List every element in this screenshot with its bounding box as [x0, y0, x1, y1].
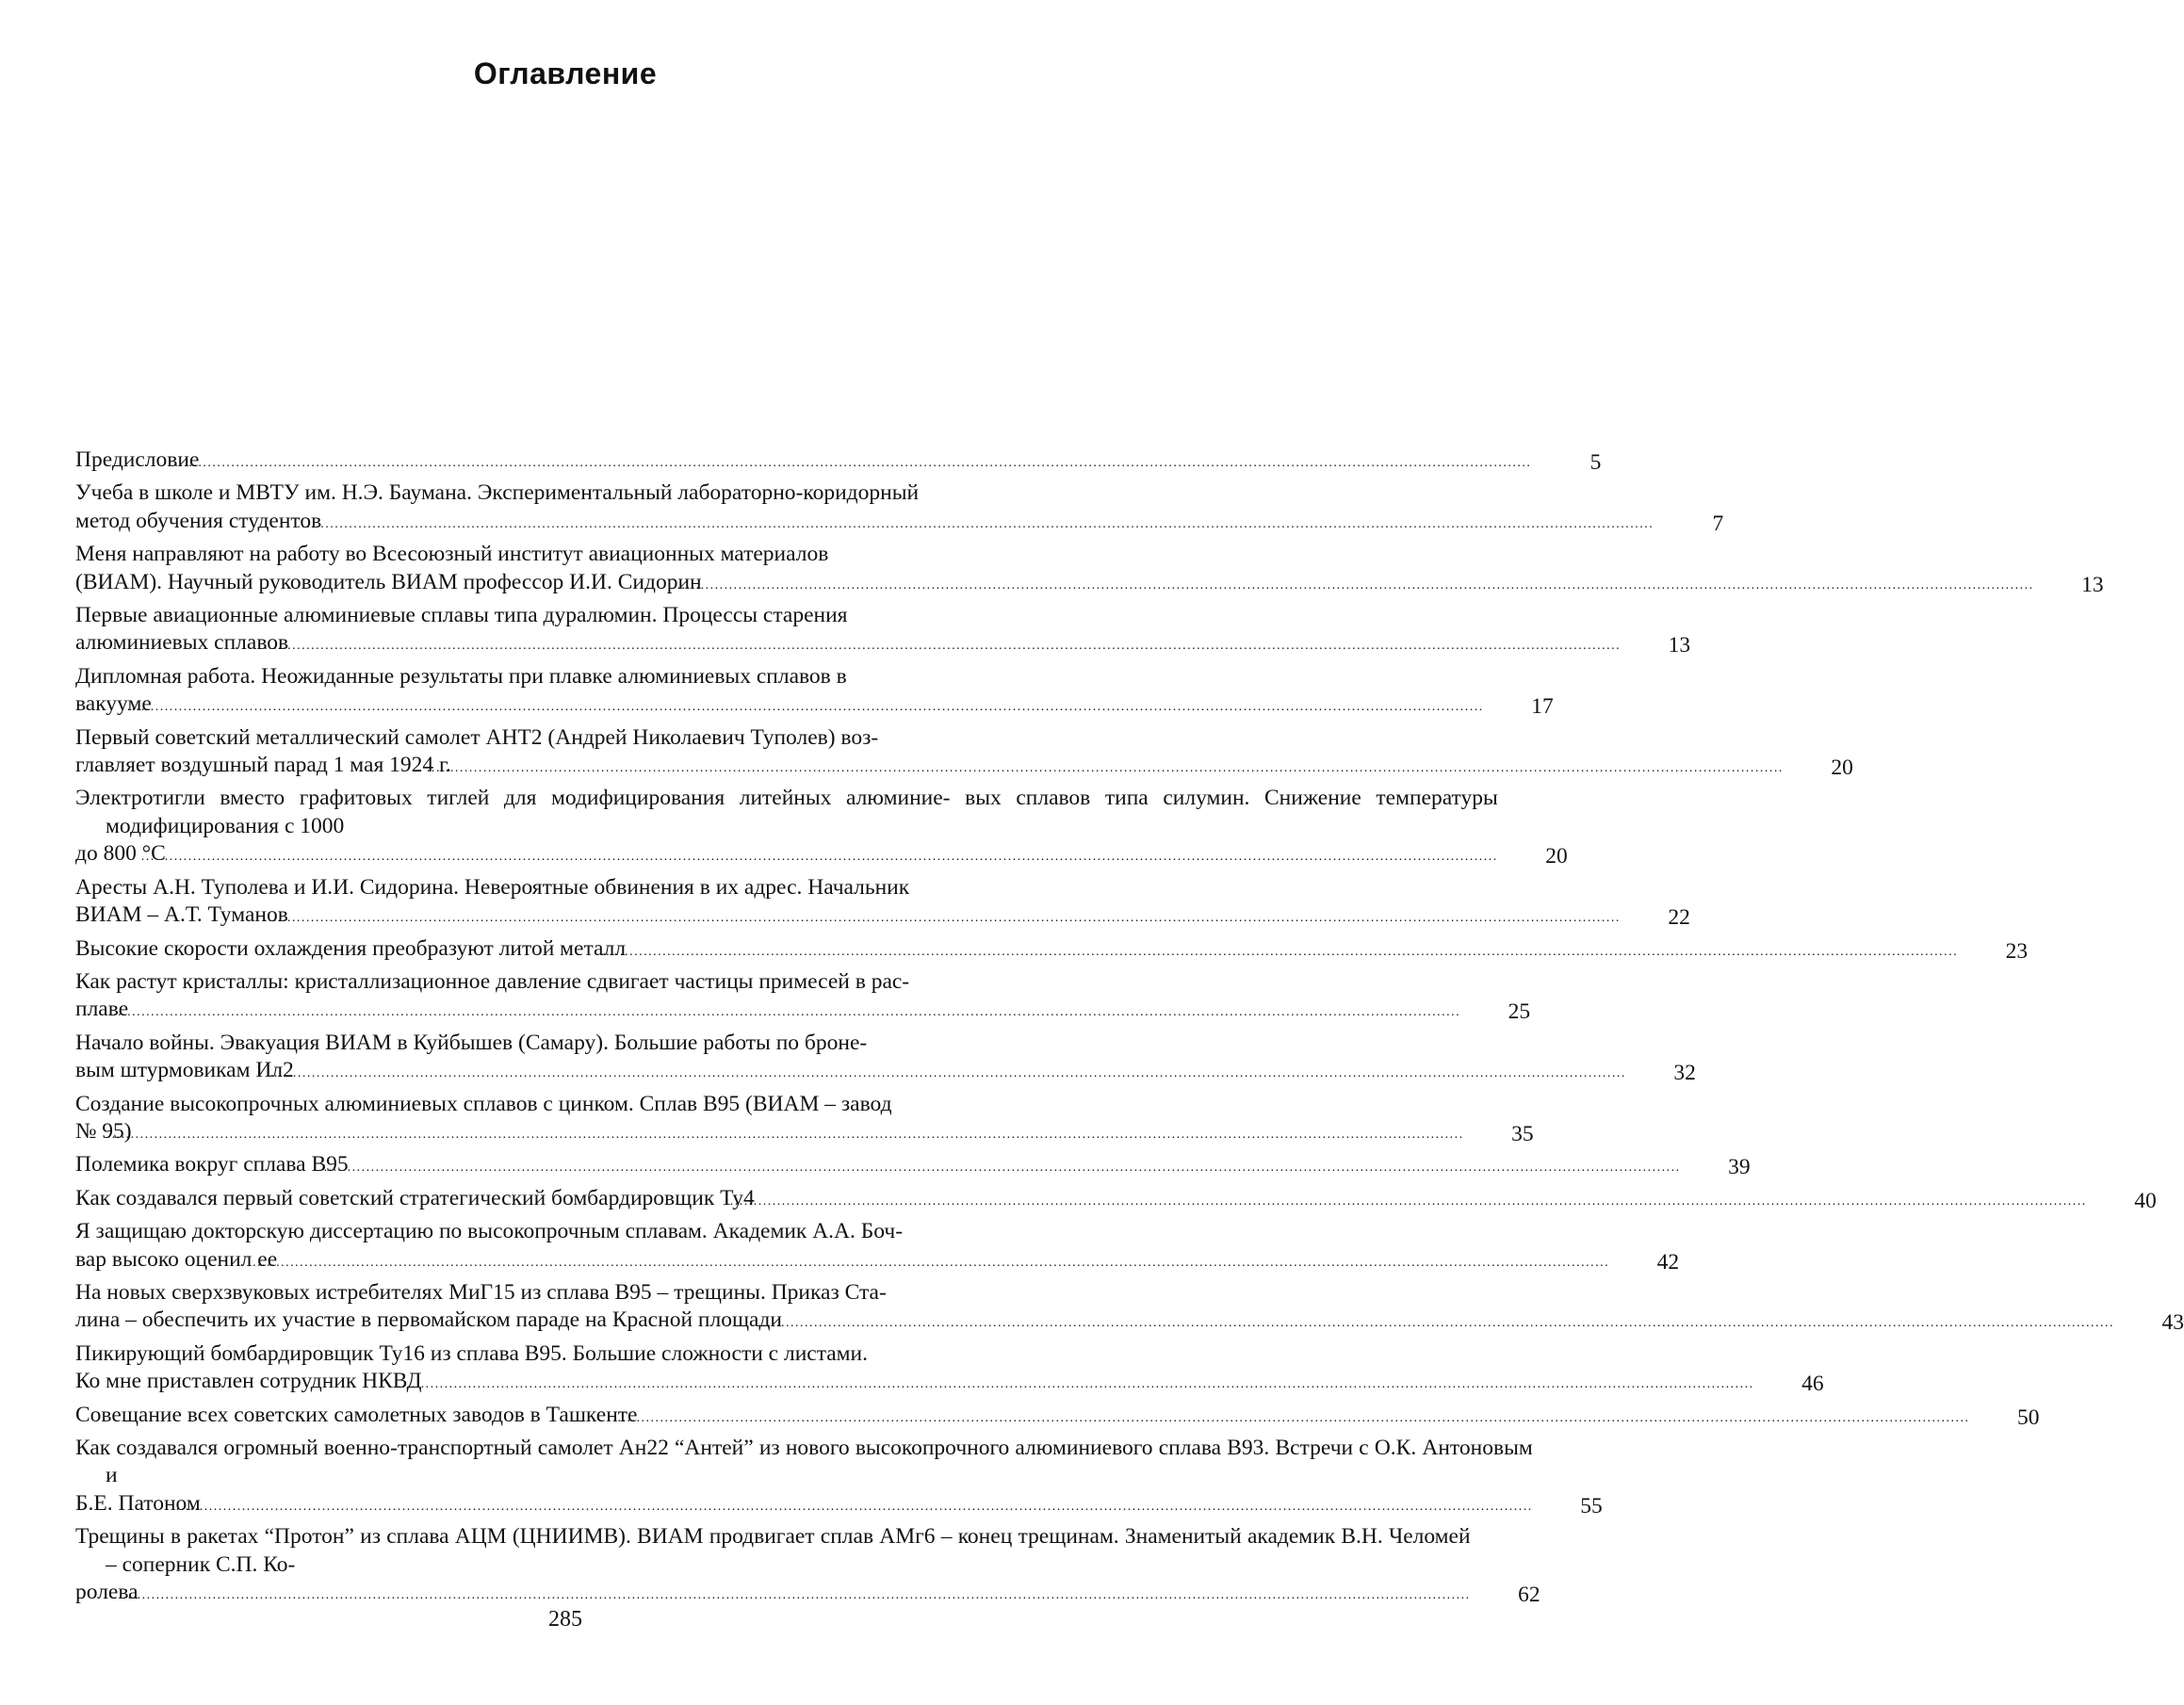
- dot-leader: [294, 632, 1621, 659]
- toc-entry-last-line: главляет воздушный парад 1 мая 1924 г.: [75, 753, 451, 778]
- toc-entry-text: Дипломная работа. Неожиданные результаты при плавке алюминиевых сплавов в: [75, 663, 847, 689]
- toc-entry-text: Как создавался огромный военно-транспортный самолет Ан22 “Антей” из нового высокопрочного алюминиевого сплава В93. Встречи с О.К. Антоновым и: [75, 1436, 1533, 1488]
- toc-entry-last-line: Как создавался первый советский стратегический бомбардировщик Ту4: [75, 1185, 755, 1210]
- toc-entry-text: Трещины в ракетах “Протон” из сплава АЦМ (ЦНИИМВ). ВИАМ продвигает сплав АМг6 – конец трещинам. Знаменитый академик В.Н. Челомей – соперник С.П. Ко-: [75, 1524, 1471, 1577]
- toc-entry-last-line: вар высоко оценил ее: [75, 1246, 278, 1272]
- toc-page-number: 13: [1668, 633, 1691, 658]
- toc-entry-text: Первые авиационные алюминиевые сплавы типа дуралюмин. Процессы старения: [75, 603, 848, 628]
- toc-page-number: 13: [2081, 572, 2104, 597]
- toc-page-number: 23: [2005, 938, 2029, 964]
- dot-leader: [134, 999, 1460, 1026]
- toc-entry: [75, 1523, 1540, 1609]
- dot-leader: [206, 1493, 1533, 1520]
- dot-leader: [760, 1188, 2087, 1215]
- dot-leader: [327, 511, 1654, 538]
- toc-entry-last-line: Б.Е. Патоном: [75, 1490, 201, 1516]
- toc-entry: [75, 1218, 1680, 1276]
- dot-leader: [631, 938, 1958, 966]
- toc-entry-last-line: Предисловие: [75, 447, 200, 472]
- toc-entry-last-line: Ко мне приставлен сотрудник НКВД: [75, 1369, 422, 1394]
- toc-entry: [75, 1340, 1824, 1399]
- toc-entry-text: Первый советский металлический самолет АНТ2 (Андрей Николаевич Туполев) воз-: [75, 724, 879, 750]
- toc-entry-last-line: плаве: [75, 997, 129, 1022]
- toc-entry-last-line: лина – обеспечить их участие в первомайском параде на Красной площади: [75, 1307, 783, 1333]
- toc-entry: [75, 1030, 1696, 1088]
- toc-page-number: 62: [1518, 1583, 1540, 1608]
- page-title: Оглавление: [473, 57, 658, 90]
- toc-entry: [75, 541, 2104, 599]
- toc-page-number: 50: [2016, 1405, 2040, 1430]
- toc-page-number: 5: [1589, 450, 1602, 475]
- toc-entry: [75, 447, 1602, 477]
- toc-entry-last-line: ВИАМ – А.Т. Туманов: [75, 902, 288, 928]
- toc-entry: [75, 1151, 1751, 1181]
- toc-entry: [75, 1435, 1603, 1520]
- toc-entry-text: Учеба в школе и МВТУ им. Н.Э. Баумана. Экспериментальный лабораторно-коридорный: [75, 480, 920, 506]
- toc-page-number: 7: [1712, 511, 1724, 536]
- toc-entry-text: Начало войны. Эвакуация ВИАМ в Куйбышев (Самару). Большие работы по броне-: [75, 1030, 868, 1055]
- toc-entry: [75, 1091, 1534, 1149]
- toc-entry-text: На новых сверхзвуковых истребителях МиГ15 из сплава В95 – трещины. Приказ Ста-: [75, 1279, 887, 1305]
- toc-entry-last-line: ролева: [75, 1580, 139, 1605]
- toc-entry-last-line: Высокие скорости охлаждения преобразуют литой металл: [75, 935, 627, 961]
- toc-entry-last-line: вым штурмовикам Ил2: [75, 1058, 294, 1083]
- toc-entry: [75, 785, 1568, 870]
- dot-leader: [171, 843, 1498, 870]
- toc-page-number: 25: [1508, 999, 1531, 1025]
- toc-page-number: 17: [1531, 694, 1554, 720]
- toc-entry-last-line: алюминиевых сплавов: [75, 630, 289, 656]
- dot-leader: [144, 1582, 1471, 1609]
- toc-entry: [75, 724, 1853, 783]
- toc-page-number: 22: [1668, 905, 1690, 931]
- dot-leader: [294, 904, 1621, 932]
- toc-entry-text: Как растут кристаллы: кристаллизационное давление сдвигает частицы примесей в рас-: [75, 968, 910, 994]
- dot-leader: [283, 1249, 1609, 1276]
- toc-entry-last-line: № 95): [75, 1118, 132, 1144]
- toc-entry: [75, 874, 1690, 933]
- dot-leader: [788, 1309, 2114, 1337]
- toc-page-number: 46: [1801, 1372, 1824, 1397]
- toc-entry: [75, 935, 2029, 966]
- toc-page-number: 42: [1656, 1249, 1680, 1275]
- toc-entry: [75, 663, 1554, 722]
- dot-leader: [457, 755, 1784, 782]
- table-of-contents: [75, 447, 2184, 1612]
- toc-page-number: 43: [2161, 1310, 2184, 1336]
- toc-page-number: 35: [1511, 1121, 1534, 1146]
- toc-entry: [75, 968, 1531, 1027]
- toc-entry: [75, 1402, 2040, 1432]
- toc-entry: [75, 479, 1724, 538]
- toc-page-number: 40: [2134, 1188, 2157, 1213]
- toc-entry: [75, 1185, 2157, 1215]
- dot-leader: [204, 449, 1531, 477]
- dot-leader: [354, 1154, 1681, 1181]
- toc-entry-text: Аресты А.Н. Туполева и И.И. Сидорина. Невероятные обвинения в их адрес. Начальник: [75, 874, 910, 900]
- toc-page-number: 32: [1673, 1061, 1696, 1086]
- toc-entry: [75, 602, 1691, 660]
- dot-leader: [157, 693, 1484, 721]
- dot-leader: [138, 1121, 1464, 1148]
- dot-leader: [428, 1371, 1754, 1398]
- toc-page-number: 20: [1831, 755, 1853, 781]
- toc-entry-text: Меня направляют на работу во Всесоюзный институт авиационных материалов: [75, 542, 829, 567]
- toc-entry-last-line: (ВИАМ). Научный руководитель ВИАМ профессор И.И. Сидорин: [75, 569, 702, 594]
- toc-entry-last-line: вакууме: [75, 691, 152, 717]
- toc-entry-text: Создание высокопрочных алюминиевых сплавов с цинком. Сплав В95 (ВИАМ – завод: [75, 1091, 892, 1116]
- page-number: 285: [548, 1607, 582, 1632]
- toc-page-number: 39: [1728, 1155, 1751, 1180]
- toc-entry-last-line: Полемика вокруг сплава В95: [75, 1152, 349, 1177]
- dot-leader: [708, 572, 2034, 599]
- toc-entry-text: Пикирующий бомбардировщик Ту16 из сплава В95. Большие сложности с листами.: [75, 1340, 869, 1366]
- toc-entry-text: Я защищаю докторскую диссертацию по высокопрочным сплавам. Академик А.А. Боч-: [75, 1219, 904, 1244]
- toc-entry-last-line: метод обучения студентов: [75, 508, 322, 533]
- dot-leader: [643, 1405, 1969, 1432]
- toc-entry: [75, 1279, 2184, 1338]
- toc-entry-last-line: до 800 °С: [75, 841, 166, 867]
- toc-page-number: 20: [1545, 844, 1568, 869]
- toc-entry-text: Электротигли вместо графитовых тиглей для модифицирования литейных алюминие- вых сплавов типа силумин. Снижение температуры модифицирования с 1000: [75, 786, 1498, 838]
- toc-entry-last-line: Совещание всех советских самолетных заводов в Ташкенте: [75, 1402, 638, 1427]
- toc-page-number: 55: [1580, 1493, 1603, 1518]
- dot-leader: [300, 1060, 1626, 1087]
